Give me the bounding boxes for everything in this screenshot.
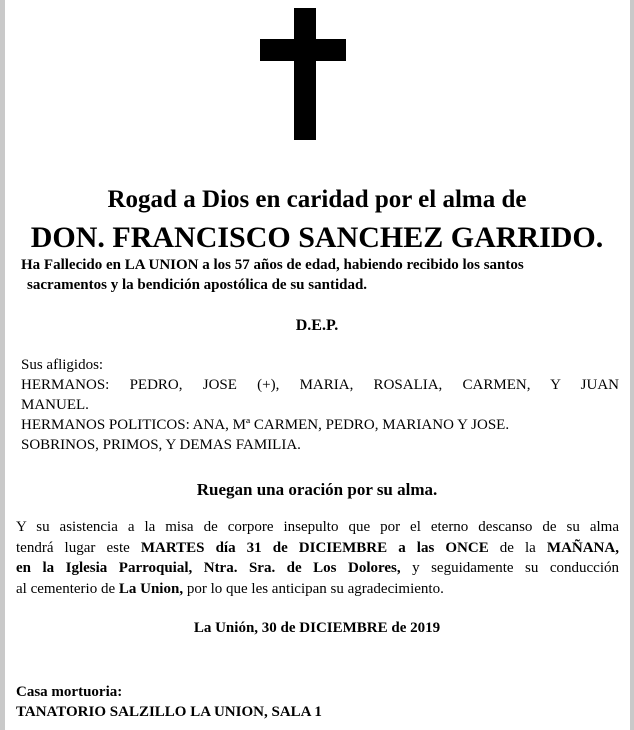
cross-vertical-bar bbox=[294, 8, 316, 140]
family-section bbox=[21, 355, 619, 455]
misa-text: y seguidamente su conducción bbox=[400, 560, 619, 576]
casa-place: TANATORIO SALZILLO LA UNION, SALA 1 bbox=[16, 704, 322, 720]
family-politicos: HERMANOS POLITICOS: ANA, Mª CARMEN, PEDRO, MARIANO Y JOSE. bbox=[21, 417, 510, 433]
misa-day-time: MARTES día 31 de DICIEMBRE a las ONCE bbox=[140, 539, 489, 556]
family-hermanos-line-2: MANUEL. bbox=[21, 397, 89, 413]
fallecido-line-1: Ha Fallecido en LA UNION a los 57 años de edad, habiendo recibido los santos bbox=[21, 257, 524, 273]
family-intro: Sus afligidos: bbox=[21, 357, 104, 373]
fallecido-paragraph bbox=[0, 255, 634, 295]
misa-line-1: Y su asistencia a la misa de corpore insepulto que por el eterno descanso de su alma bbox=[16, 519, 619, 535]
dep-heading: D.E.P. bbox=[295, 317, 339, 334]
misa-morning: MAÑANA, bbox=[546, 539, 619, 556]
deceased-name: DON. FRANCISCO SANCHEZ GARRIDO. bbox=[30, 221, 604, 254]
misa-line-4 bbox=[16, 579, 619, 600]
misa-text: por lo que les anticipan su agradecimiento. bbox=[183, 580, 444, 597]
fallecido-line-2: sacramentos y la bendición apostólica de su santidad. bbox=[27, 277, 368, 293]
misa-text: al cementerio de bbox=[16, 580, 119, 597]
cross-icon bbox=[0, 0, 634, 150]
date-line: La Unión, 30 de DICIEMBRE de 2019 bbox=[193, 620, 441, 636]
misa-cemetery: La Union, bbox=[118, 580, 184, 597]
casa-mortuoria bbox=[16, 682, 322, 722]
misa-line-3 bbox=[16, 558, 619, 579]
misa-church: en la Iglesia Parroquial, Ntra. Sra. de Los Dolores, bbox=[16, 560, 401, 576]
casa-label: Casa mortuoria: bbox=[16, 684, 123, 700]
misa-line-2 bbox=[16, 538, 619, 559]
cross-horizontal-bar bbox=[260, 39, 346, 61]
family-hermanos-line-1: HERMANOS: PEDRO, JOSE (+), MARIA, ROSALIA, CARMEN, Y JUAN bbox=[21, 377, 619, 393]
misa-paragraph bbox=[16, 517, 619, 599]
misa-text: tendrá lugar este bbox=[16, 539, 141, 556]
ruegan-heading: Ruegan una oración por su alma. bbox=[196, 480, 438, 499]
pray-heading: Rogad a Dios en caridad por el alma de bbox=[107, 186, 527, 213]
misa-text: de la bbox=[488, 539, 547, 556]
family-sobrinos: SOBRINOS, PRIMOS, Y DEMAS FAMILIA. bbox=[21, 437, 301, 453]
